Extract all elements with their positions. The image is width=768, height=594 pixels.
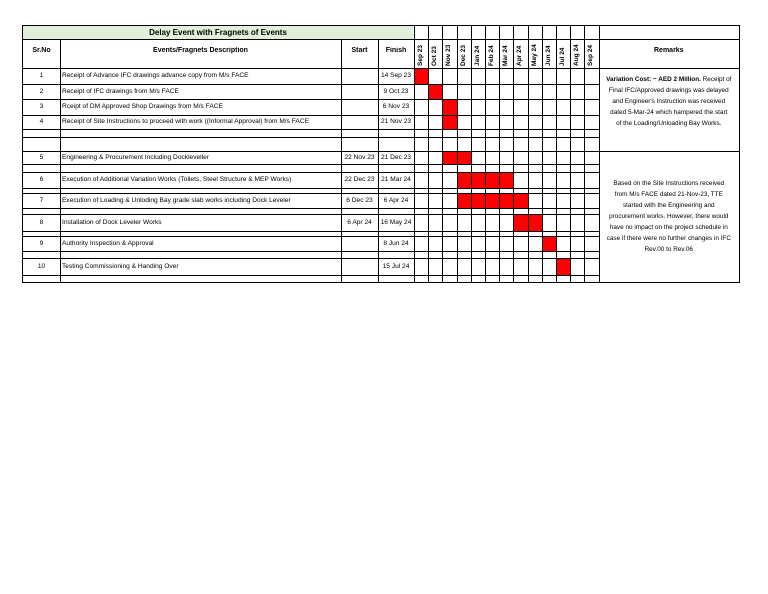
row-description: Installation of Dock Leveler Works — [62, 218, 162, 226]
grid-line — [471, 26, 472, 282]
row-description: Rceipt of DM Approved Shop Drawings from M/s FACE — [62, 103, 223, 110]
grid-line — [584, 26, 585, 282]
month-header: Oct 23 — [431, 46, 439, 66]
row-start: 22 Nov 23 — [344, 153, 375, 161]
remarks-line: of the Loading/Unloading Bay Works. — [616, 120, 722, 127]
month-header: Jun 24 — [544, 45, 552, 66]
remarks-line: have no impact on the project schedule in — [609, 224, 728, 231]
row-description: Receipt of IFC drawings from M/s FACE — [62, 87, 179, 95]
month-header: Aug 24 — [573, 44, 581, 66]
month-header: Sep 24 — [587, 45, 595, 66]
row-description: Engineering & Procurement Including Dockleveller — [62, 153, 209, 161]
grid-line — [341, 39, 342, 282]
month-header: Dec 23 — [459, 45, 467, 66]
grid-line — [23, 172, 599, 173]
row-finish: 14 Sep 23 — [380, 72, 412, 79]
grid-line — [428, 26, 429, 282]
row-sr-no: 7 — [39, 196, 44, 204]
row-description: Execution of Loading & Unloding Bay grade slab works including Dock Leveler — [62, 196, 291, 204]
schedule-sheet — [22, 25, 740, 283]
grid-line — [499, 26, 500, 282]
grid-line — [23, 188, 599, 189]
remarks-line: started with the Engineering and — [622, 202, 715, 209]
month-header: Feb 24 — [488, 45, 495, 66]
row-sr-no: 9 — [39, 239, 44, 247]
remarks-line: Final IFC/Approved drawings was delayed — [608, 87, 729, 94]
grid-line — [23, 231, 599, 232]
row-description: Authority Inspection & Approval — [62, 239, 154, 247]
header-sr-no: Sr.No — [32, 47, 51, 54]
row-sr-no: 6 — [39, 176, 44, 183]
grid-line — [23, 214, 599, 215]
remarks-line: case if there were no further changes in IFC — [606, 235, 731, 242]
remarks-line: dated 5-Mar-24 which hampered the start — [610, 109, 728, 116]
grid-line — [23, 39, 739, 40]
row-sr-no: 8 — [39, 218, 44, 226]
grid-line — [570, 26, 571, 282]
month-header: Jul 24 — [559, 47, 566, 66]
remarks-line: Rev.00 to Rev.06 — [644, 246, 693, 253]
remarks-block-site-instructions — [601, 178, 737, 255]
row-description: Execution of Additional Variation Works (Toilets, Steel Structure & MEP Works) — [62, 176, 292, 183]
month-header: Mar 24 — [502, 45, 510, 66]
grid-line — [513, 26, 514, 282]
remarks-block-variation — [601, 74, 737, 129]
grid-line — [23, 129, 599, 130]
row-sr-no: 4 — [39, 118, 44, 125]
row-finish: 9 Oct 23 — [383, 87, 409, 95]
gantt-bar — [556, 259, 570, 275]
row-finish: 15 Jul 24 — [382, 262, 410, 270]
row-sr-no: 5 — [39, 153, 44, 161]
grid-line — [23, 251, 599, 252]
grid-line — [23, 193, 599, 194]
grid-line — [599, 26, 600, 282]
grid-line — [23, 275, 599, 276]
grid-line — [23, 137, 599, 138]
month-header: Apr 24 — [516, 45, 524, 66]
remarks-line: Based on the Site Instructions received — [613, 180, 725, 187]
grid-line — [23, 258, 599, 259]
header-description: Events/Fragnets Description — [153, 47, 248, 54]
gantt-bar — [414, 69, 428, 84]
row-description: Receipt of Site Instructions to proceed with work ((Informal Approval) from M/s FACE — [62, 118, 309, 125]
row-sr-no: 3 — [39, 103, 44, 110]
month-header: Nov 23 — [445, 44, 453, 66]
sheet-title: Delay Event with Fragnets of Events — [23, 26, 413, 39]
month-header: Jan 24 — [473, 45, 481, 66]
grid-line — [528, 26, 529, 282]
row-description: Receipt of Advance IFC drawings advance copy from M/s FACE — [62, 72, 249, 79]
grid-line — [485, 26, 486, 282]
row-finish: 16 May 24 — [380, 218, 412, 226]
header-finish: Finish — [385, 47, 407, 54]
gantt-bar — [442, 100, 456, 115]
month-header: May 24 — [530, 44, 538, 66]
grid-line — [378, 39, 379, 282]
row-start: 22 Dec 23 — [344, 176, 375, 183]
gantt-bar — [542, 237, 556, 251]
grid-line — [457, 26, 458, 282]
gantt-bar — [428, 85, 442, 99]
row-start: 6 Apr 24 — [347, 218, 372, 226]
remarks-line: procurement works. However, there would — [609, 213, 729, 220]
grid-line — [23, 115, 599, 116]
grid-line — [23, 164, 599, 165]
grid-line — [599, 68, 739, 69]
row-start: 6 Dec 23 — [346, 196, 373, 204]
row-description: Testing Commissioning & Handing Over — [62, 262, 179, 270]
row-finish: 6 Nov 23 — [382, 103, 410, 110]
grid-line — [542, 26, 543, 282]
row-finish: 21 Mar 24 — [381, 176, 411, 183]
remarks-line: from M/s FACE dated 21-Nov-23, TTE — [614, 191, 723, 198]
grid-line — [556, 26, 557, 282]
grid-line — [599, 151, 739, 152]
grid-line — [23, 282, 739, 283]
remarks-line: Receipt of — [702, 76, 732, 83]
row-sr-no: 2 — [39, 87, 44, 95]
grid-line — [23, 208, 599, 209]
grid-line — [23, 151, 599, 152]
grid-line — [23, 68, 599, 69]
remarks-variation-cost: Variation Cost: ~ AED 2 Million. — [606, 76, 701, 83]
row-finish: 21 Nov 23 — [380, 118, 412, 125]
grid-line — [414, 26, 415, 282]
grid-line — [23, 84, 599, 85]
row-sr-no: 1 — [39, 72, 44, 79]
row-finish: 6 Apr 24 — [383, 196, 409, 204]
grid-line — [23, 236, 599, 237]
gantt-bar — [442, 116, 456, 129]
header-remarks: Remarks — [654, 47, 684, 54]
row-finish: 8 Jun 24 — [383, 239, 409, 247]
header-start: Start — [351, 47, 368, 54]
remarks-line: and Engineer's Instruction was received — [612, 98, 726, 105]
grid-line — [442, 26, 443, 282]
grid-line — [60, 39, 61, 282]
month-header: Sep 23 — [417, 45, 424, 66]
grid-line — [23, 99, 599, 100]
row-finish: 21 Dec 23 — [380, 153, 412, 161]
gantt-bar — [457, 194, 528, 208]
row-sr-no: 10 — [37, 262, 46, 270]
